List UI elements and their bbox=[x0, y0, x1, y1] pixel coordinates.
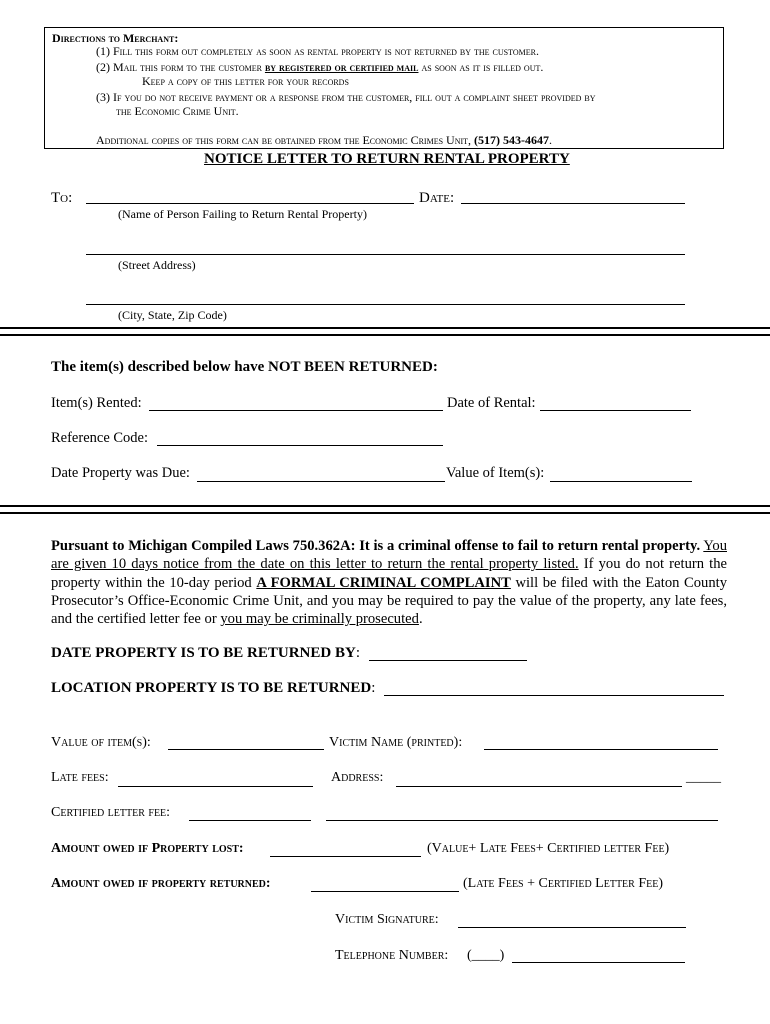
item-value-field[interactable] bbox=[550, 481, 692, 482]
date-field[interactable] bbox=[461, 203, 685, 204]
owed-if-lost-formula: (Value+ Late Fees+ Certified letter Fee) bbox=[427, 841, 670, 856]
victim-signature-field[interactable] bbox=[458, 927, 686, 928]
city-caption: (City, State, Zip Code) bbox=[118, 308, 227, 322]
registered-mail-emphasis: by registered or certified mail bbox=[264, 60, 419, 74]
legal-notice: Pursuant to Michigan Compiled Laws 750.362A: It is a criminal offense to fail to return rental property. You are given 10 days notice from the date on this letter to return the rental property listed. If you do not return the property within the 10-day period A FORMAL CRIMINAL COMPLAINT will be filed with the Eaton County Prosecutor’s Office-Economic Crime Unit, and you may be required to pay the value of the property, any late fees, and the certified letter fee or you may be criminally prosecuted. bbox=[51, 538, 727, 628]
return-by-date-label: DATE PROPERTY IS TO BE RETURNED BY: bbox=[51, 645, 360, 661]
date-label: Date: bbox=[419, 190, 455, 206]
to-label: To: bbox=[51, 190, 73, 206]
certified-fee-label: Certified letter fee: bbox=[51, 805, 171, 820]
certified-fee-field[interactable] bbox=[189, 820, 311, 821]
return-location-field[interactable] bbox=[384, 695, 724, 696]
victim-name-label: Victim Name (printed): bbox=[329, 735, 463, 750]
telephone-label: Telephone Number: bbox=[335, 948, 449, 963]
victim-signature-label: Victim Signature: bbox=[335, 912, 439, 927]
items-rented-field[interactable] bbox=[149, 410, 443, 411]
owed-if-lost-label: Amount owed if Property lost: bbox=[51, 841, 244, 856]
directions-additional-copies: Additional copies of this form can be obtained from the Economic Crimes Unit, (517) 543-4647. bbox=[96, 133, 553, 147]
owed-if-returned-label: Amount owed if property returned: bbox=[51, 876, 271, 891]
page-title: NOTICE LETTER TO RETURN RENTAL PROPERTY bbox=[204, 151, 570, 167]
items-heading: The item(s) described below have NOT BEEN RETURNED: bbox=[51, 359, 438, 375]
reference-code-field[interactable] bbox=[157, 445, 443, 446]
return-by-date-field[interactable] bbox=[369, 660, 527, 661]
owed-if-returned-field[interactable] bbox=[311, 891, 459, 892]
items-rented-label: Item(s) Rented: bbox=[51, 395, 142, 411]
victim-name-field[interactable] bbox=[484, 749, 718, 750]
telephone-area-code: (____) bbox=[467, 948, 505, 963]
fee-value-label: Value of item(s): bbox=[51, 735, 151, 750]
rental-date-field[interactable] bbox=[540, 410, 691, 411]
late-fees-field[interactable] bbox=[118, 786, 313, 787]
directions-item-3-cont: the Economic Crime Unit. bbox=[116, 104, 239, 118]
address-tail: _____ bbox=[686, 770, 721, 785]
city-state-zip-field[interactable] bbox=[86, 304, 685, 305]
notice-statute: Pursuant to Michigan Compiled Laws 750.362A: It is a criminal offense to fail to return rental property. bbox=[51, 538, 701, 554]
victim-address-field[interactable] bbox=[396, 786, 682, 787]
street-caption: (Street Address) bbox=[118, 258, 196, 272]
item-value-label: Value of Item(s): bbox=[446, 465, 545, 481]
name-caption: (Name of Person Failing to Return Rental Property) bbox=[118, 207, 367, 221]
rental-date-label: Date of Rental: bbox=[447, 395, 536, 411]
section-divider bbox=[0, 327, 770, 336]
late-fees-label: Late fees: bbox=[51, 770, 109, 785]
directions-item-2-cont: Keep a copy of this letter for your records bbox=[142, 74, 349, 88]
directions-heading: Directions to Merchant: bbox=[52, 31, 179, 45]
date-due-field[interactable] bbox=[197, 481, 445, 482]
date-due-label: Date Property was Due: bbox=[51, 465, 190, 481]
notice-deadline: You are given 10 days notice from the date on this letter to return the rental property listed. bbox=[51, 538, 727, 573]
section-divider bbox=[0, 505, 770, 514]
street-address-field[interactable] bbox=[86, 254, 685, 255]
owed-if-returned-formula: (Late Fees + Certified Letter Fee) bbox=[463, 876, 663, 891]
to-name-field[interactable] bbox=[86, 203, 414, 204]
return-location-label: LOCATION PROPERTY IS TO BE RETURNED: bbox=[51, 680, 376, 696]
telephone-number-field[interactable] bbox=[512, 962, 685, 963]
directions-item-3: (3) If you do not receive payment or a response from the customer, fill out a complaint sheet provided by bbox=[96, 90, 596, 104]
owed-if-lost-field[interactable] bbox=[270, 856, 421, 857]
reference-code-label: Reference Code: bbox=[51, 430, 149, 446]
directions-item-2: (2) Mail this form to the customer by registered or certified mail as soon as it is filled out. bbox=[96, 60, 544, 74]
address-label: Address: bbox=[331, 770, 384, 785]
prosecution-warning: you may be criminally prosecuted bbox=[220, 611, 419, 628]
economic-crimes-phone: (517) 543-4647 bbox=[474, 133, 550, 147]
fee-value-field[interactable] bbox=[168, 749, 324, 750]
victim-address-line-2-field[interactable] bbox=[326, 820, 718, 821]
formal-complaint-emphasis: A FORMAL CRIMINAL COMPLAINT bbox=[256, 574, 511, 591]
directions-item-1: (1) Fill this form out completely as soon as rental property is not returned by the customer. bbox=[96, 44, 539, 58]
